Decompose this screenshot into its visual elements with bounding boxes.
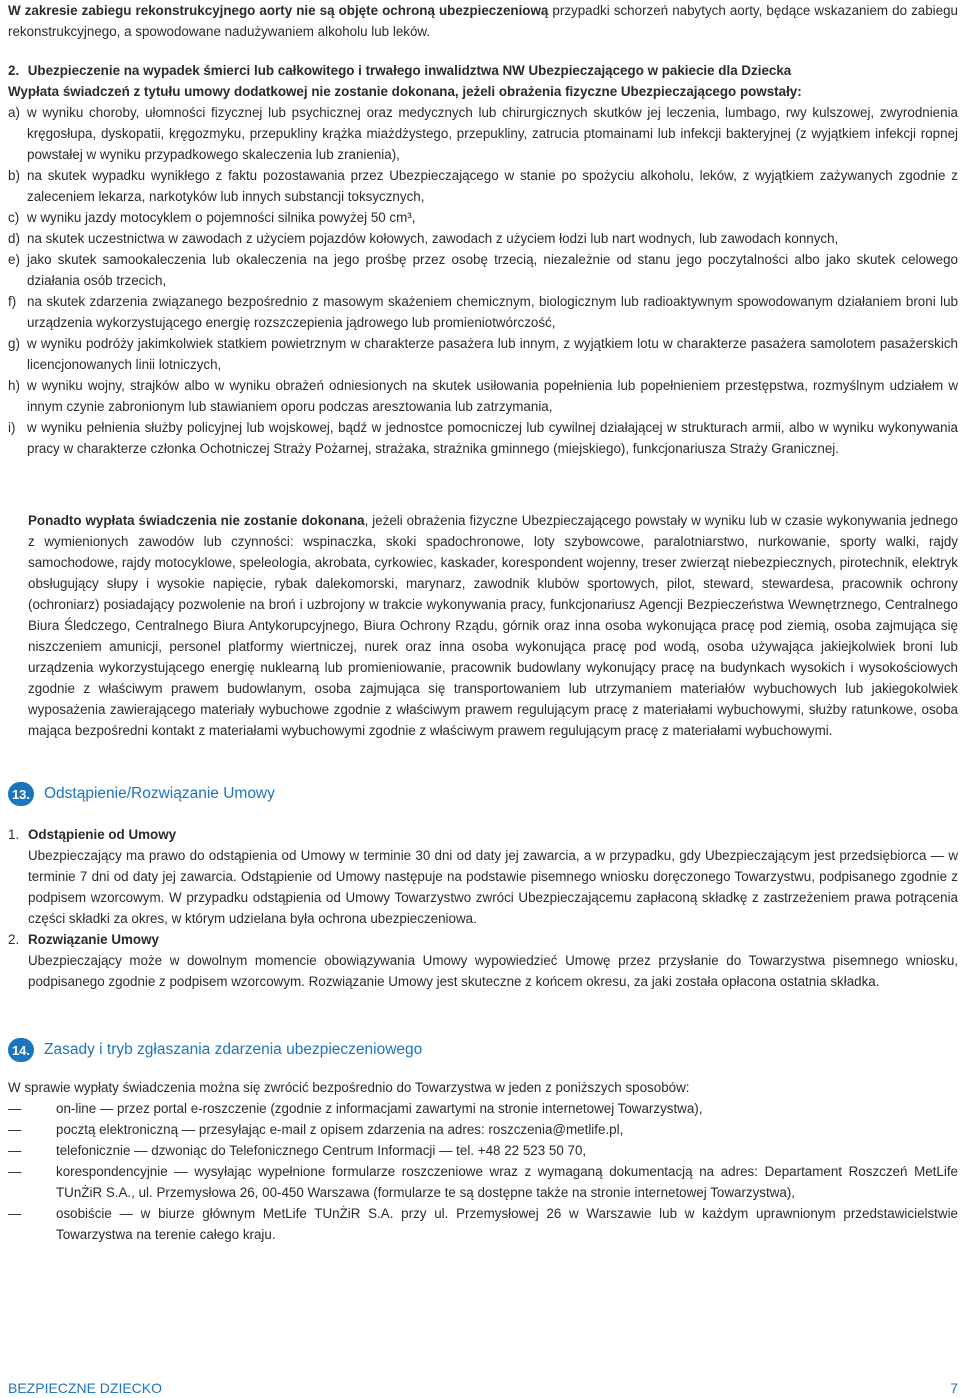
intro-paragraph [8,0,958,42]
list-item-label: d) [8,231,20,246]
list-item-text: na skutek uczestnictwa w zawodach z użyciem pojazdów kołowych, zawodach z użyciem łodzi lub nart wodnych, lub zawodach konnych, [27,231,839,246]
list-item-label: a) [8,105,20,120]
list-item-label: f) [8,294,17,309]
section-14-heading [8,1038,422,1062]
list-item-text: w wyniku wojny, strajków albo w wyniku obrażeń odniesionych na skutek usiłowania popełnienia lub popełnieniem przestępstwa, rozmyślnym udziałem w innym czynie zabronionym lub stawianiem oporu podczas aresztowania lub zatrzymania, [27,378,958,414]
page-number: 7 [950,1380,958,1396]
section-2-number: 2. [8,63,20,78]
list-item-text: on-line — przez portal e-roszczenie (zgodnie z informacjami zawartymi na stronie internetowej Towarzystwa), [56,1101,703,1116]
section-2-title-text: Ubezpieczenie na wypadek śmierci lub całkowitego i trwałego inwalidztwa NW Ubezpieczającego w pakiecie dla Dziecka [27,63,792,78]
ponadto-bold: Ponadto wypłata świadczenia nie zostanie dokonana [28,513,365,528]
list-item-text: jako skutek samookaleczenia lub okaleczenia na jego prośbę przez osobę trzecią, niezależnie od stanu jego poczytalności albo jako skutek celowego działania osób trzecich, [27,252,958,288]
dash-marker: — [8,1206,22,1221]
list-item [8,417,958,459]
list-item [8,291,958,333]
list-item-text: telefonicznie — dzwoniąc do Telefonicznego Centrum Informacji — tel. +48 22 523 50 70, [56,1143,587,1158]
list-item-label: e) [8,252,20,267]
list-item [8,228,958,249]
dash-marker: — [8,1101,22,1116]
list-item [8,249,958,291]
list-item-text: na skutek wypadku wynikłego z faktu pozostawania przez Ubezpieczającego w stanie po spożyciu alkoholu, leków, z wyjątkiem zażywanych zgodnie z zaleceniem lekarza, narkotyków lub innych substancji toksycznych, [27,168,958,204]
subsection-title-text: Odstąpienie od Umowy [28,827,177,842]
list-item-label: h) [8,378,20,393]
list-item [8,1098,958,1119]
section-2-subtitle: Wypłata świadczeń z tytułu umowy dodatkowej nie zostanie dokonana, jeżeli obrażenia fizyczne Ubezpieczającego powstały: [8,84,802,99]
list-item-label: i) [8,420,16,435]
list-item-label: g) [8,336,20,351]
list-item [8,102,958,165]
dash-marker: — [8,1143,22,1158]
list-item [8,1119,958,1140]
list-item-text: korespondencyjnie — wysyłając wypełnione formularze roszczeniowe wraz z wymaganą dokumentacją na adres: Departament Roszczeń MetLife TUnŻiR S.A., ul. Przemysłowa 26, 00-450 Warszawa (formularze te są dostępne także na stronie internetowej Towarzystwa), [56,1164,958,1200]
section-14-badge: 14. [8,1038,34,1062]
list-item-text: na skutek zdarzenia związanego bezpośrednio z masowym skażeniem chemicznym, biologicznym lub radioaktywnym spowodowanym działaniem broni lub urządzenia wykorzystującego energię rozszczepienia jądrowego lub promieniotwórczość, [27,294,958,330]
list-item-text: w wyniku pełnienia służby policyjnej lub wojskowej, bądź w jednostce pomocniczej lub cywilnej działającej w strukturach armii, albo w wyniku wykonywania pracy w charakterze członka Ochotniczej Straży Pożarnej, strażaka, strażnika gminnego (miejskiego), funkcjonariusza Straży Granicznej. [27,420,958,456]
section-14-heading-text: Zasady i tryb zgłaszania zdarzenia ubezpieczeniowego [44,1041,423,1058]
section-14-intro: W sprawie wypłaty świadczenia można się zwrócić bezpośrednio do Towarzystwa w jeden z poniższych sposobów: [8,1080,690,1095]
exclusions-list [8,102,958,459]
subsection-title [8,824,958,845]
list-item [8,375,958,417]
list-item [8,1140,958,1161]
dash-marker: — [8,1164,22,1179]
list-item [8,1203,958,1245]
section-13-body [8,824,958,992]
footer-title: BEZPIECZNE DZIECKO [8,1380,163,1396]
subsection-text: Ubezpieczający ma prawo do odstąpienia od Umowy w terminie 30 dni od daty jej zawarcia, a w przypadku, gdy Ubezpieczającym jest przedsiębiorca — w terminie 7 dni od daty jej zawarcia. Odstąpienie od Umowy następuje na podstawie pisemnego wniosku doręczonego Towarzystwu, podpisanego zgodnie z podpisem wzorcowym. W przypadku odstąpienia od Umowy Towarzystwo zwróci Ubezpieczającemu zapłaconą składkę z zastrzeżeniem prawa potrącenia części składki za okres, w którym udzielana była ochrona ubezpieczeniowa. [28,848,958,926]
page-footer [8,1378,958,1398]
list-item [8,207,958,228]
subsection-title [8,929,958,950]
subsection-title-text: Rozwiązanie Umowy [28,932,159,947]
list-item-text: w wyniku jazdy motocyklem o pojemności silnika powyżej 50 cm³, [27,210,416,225]
list-item [8,1161,958,1203]
ponadto-paragraph [28,510,958,741]
contact-methods-list [8,1098,958,1245]
subsection-number: 2. [8,932,20,947]
section-2-title [8,60,958,81]
intro-text: przypadki schorzeń nabytych aorty, będące wskazaniem do zabiegu rekonstrukcyjnego, a spowodowane nadużywaniem alkoholu lub leków. [8,3,958,39]
section-13-heading-text: Odstąpienie/Rozwiązanie Umowy [44,785,275,802]
dash-marker: — [8,1122,22,1137]
section-13-heading [8,782,275,806]
ponadto-text: , jeżeli obrażenia fizyczne Ubezpieczającego powstały w wyniku lub w czasie wykonywania jednego z wymienionych zawodów lub czynności: wspinaczka, skoki spadochronowe, loty szybowcowe, paralotniarstwo, nurkowanie, sporty walki, rajdy samochodowe, rajdy motocyklowe, speleologia, akrobata, cyrkowiec, kaskader, korespondent wojenny, treser zwierząt niebezpiecznych, pirotechnik, elektryk obsługujący słupy i wysokie napięcie, rybak dalekomorski, marynarz, zawodnik klubów sportowych, pilot, steward, stewardesa, pracownik ochrony (ochroniarz) posiadający pozwolenie na broń i uzbrojony w trakcie wykonywania pracy, funkcjonariusz Agencji Bezpieczeństwa Wewnętrznego, Centralnego Biura Śledczego, Centralnego Biura Antykorupcyjnego, Biura Ochrony Rządu, górnik oraz inna osoba wykonująca pracę pod ziemią, osoba zajmująca się niszczeniem amunicji, personel platformy wiertniczej, nurek oraz inna osoba wykonująca pracę pod wodą, osoba używająca jakiejkolwiek broni lub urządzenia wykorzystującego energię nuklearną lub promieniowanie, pracownik budowlany wykonujący pracę na budynkach wysokich i wysokościowych zgodnie z właściwym prawem budowlanym, osoba zajmująca się transportowaniem lub utrzymaniem materiałów wybuchowych lub jakiegokolwiek wyposażenia zawierającego materiały wybuchowe zgodnie z właściwym prawem regulującym pracę z materiałami wybuchowymi, służby ratunkowe, osoba mająca bezpośredni kontakt z materiałami wybuchowymi zgodnie z właściwym prawem regulującym pracę z materiałami wybuchowymi. [28,513,958,738]
list-item-text: w wyniku podróży jakimkolwiek statkiem powietrznym w charakterze pasażera lub innym, z wyjątkiem lotu w charakterze pasażera samolotem pasażerskich licencjonowanych linii lotniczych, [27,336,958,372]
section-14-body [8,1077,958,1245]
list-item-label: c) [8,210,20,225]
list-item-label: b) [8,168,20,183]
subsection-number: 1. [8,827,20,842]
section-13-badge: 13. [8,782,34,806]
list-item [8,333,958,375]
section-2 [8,60,958,459]
list-item [8,165,958,207]
list-item-text: osobiście — w biurze głównym MetLife TUnŻiR S.A. przy ul. Przemysłowej 26 w Warszawie lub w każdym uprawnionym przedstawicielstwie Towarzystwa na terenie całego kraju. [56,1206,958,1242]
list-item-text: pocztą elektroniczną — przesyłając e-mail z opisem zdarzenia na adres: roszczenia@metlife.pl, [56,1122,624,1137]
subsection-text: Ubezpieczający może w dowolnym momencie obowiązywania Umowy wypowiedzieć Umowę przez przysłanie do Towarzystwa pisemnego wniosku, podpisanego zgodnie z podpisem wzorcowym. Rozwiązanie Umowy jest skuteczne z końcem okresu, za jaki została opłacona ostatnia składka. [28,953,958,989]
intro-bold: W zakresie zabiegu rekonstrukcyjnego aorty nie są objęte ochroną ubezpieczeniową [8,3,549,18]
list-item-text: w wyniku choroby, ułomności fizycznej lub psychicznej oraz medycznych lub chirurgicznych skutków jej leczenia, lumbago, rwy kulszowej, zwyrodnienia kręgosłupa, dyskopatii, kręgozmyku, przepukliny krążka miażdżystego, przepukliny, zatrucia ptomainami lub infekcji bakteryjnej (z wyjątkiem infekcji ropnej powstałej w wyniku przypadkowego skaleczenia lub zranienia), [27,105,958,162]
